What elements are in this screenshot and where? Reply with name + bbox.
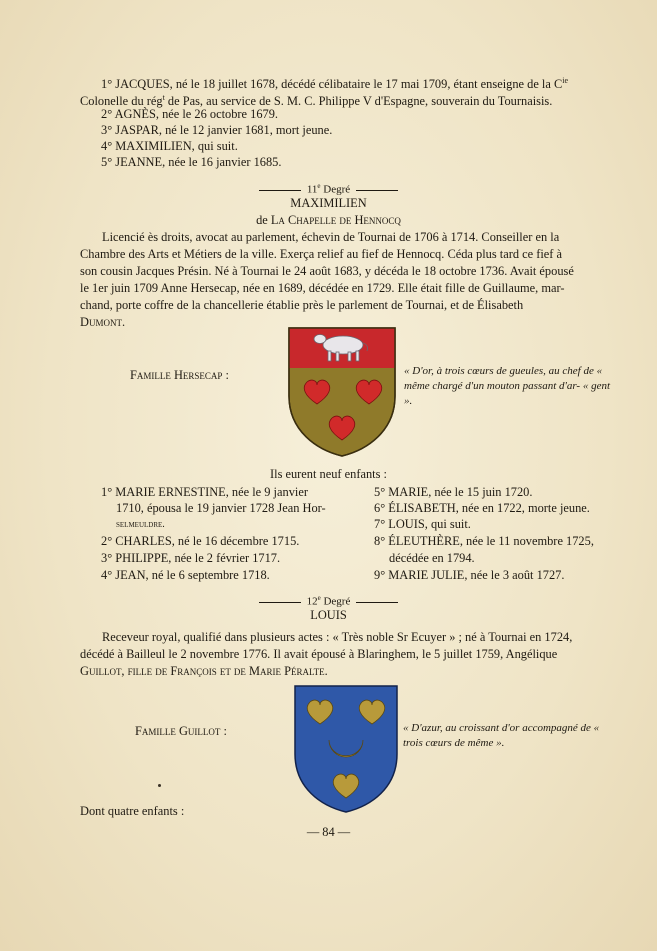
degree-heading-12: 12e Degré (0, 590, 657, 611)
footer-text: Dont quatre enfants : (80, 804, 185, 818)
child-item-cont: selmeuldre. (116, 519, 165, 530)
coat-of-arms-hersecap (287, 326, 397, 458)
list-item-jacques-line2: Colonelle du rég$^t$ de Pas, au service de S. M. C. Philippe V d'Espagne, souverain du Tournaisis. (80, 93, 553, 109)
child-item: 4° JEAN, né le 6 septembre 1718. (101, 568, 270, 582)
child-item-cont: décédée en 1794. (389, 551, 475, 565)
child-item: 7° LOUIS, qui suit. (374, 517, 471, 531)
paragraph-line: Guillot, fille de François et de Marie Péralte. (80, 664, 328, 678)
child-item: 2° CHARLES, né le 16 décembre 1715. (101, 534, 300, 548)
paragraph-line: Chambre des Arts et Métiers de la ville. Exerça relief au fief de Hennocq. Céda plus tard ce fief à (80, 247, 562, 261)
paragraph-line: Dumont. (80, 315, 126, 329)
paragraph-line: Receveur royal, qualifié dans plusieurs actes : « Très noble Sr Ecuyer » ; né à Tournai en 1724, (102, 630, 573, 644)
person-name-louis: LOUIS (310, 608, 347, 622)
family-label-hersecap: Famille Hersecap : (130, 368, 229, 382)
person-subtitle: de La Chapelle de Hennocq (256, 213, 401, 227)
list-item-maximilien: 4° MAXIMILIEN, qui suit. (101, 139, 238, 153)
child-item: 9° MARIE JULIE, née le 3 août 1727. (374, 568, 565, 582)
child-item: 6° ÉLISABETH, née en 1722, morte jeune. (374, 501, 590, 515)
blazon-hersecap: « D'or, à trois cœurs de gueules, au chef de « même chargé d'un mouton passant d'ar- « gent ». (404, 365, 611, 407)
child-item-cont: 1710, épousa le 19 janvier 1728 Jean Hor- (116, 501, 326, 515)
paragraph-line: chand, porte coffre de la chancellerie établie près le parlement de Tournai, et de Élisabeth (80, 298, 524, 312)
child-item: 3° PHILIPPE, née le 2 février 1717. (101, 551, 281, 565)
list-item-jaspar: 3° JASPAR, né le 12 janvier 1681, mort jeune. (101, 123, 333, 137)
page-number: — 84 — (306, 825, 351, 839)
family-label-guillot: Famille Guillot : (135, 724, 227, 738)
degree-heading-11: 11e Degré (0, 178, 657, 199)
ink-dot (158, 784, 161, 787)
paragraph-line: le 1er juin 1709 Anne Hersecap, née en 1689, décédée en 1729. Elle était fille de Guillaume, mar- (80, 281, 565, 295)
list-item-jacques-line1: 1° JACQUES, né le 18 juillet 1678, décédé célibataire le 17 mai 1709, étant enseigne de la $C^{ie}$ (101, 76, 569, 92)
paragraph-line: décédé à Bailleul le 2 novembre 1776. Il avait épousé à Blaringhem, le 5 juillet 1759, Angélique (80, 647, 558, 661)
child-item: 1° MARIE ERNESTINE, née le 9 janvier (101, 485, 308, 499)
person-name-maximilien: MAXIMILIEN (290, 196, 367, 210)
paragraph-line: Licencié ès droits, avocat au parlement, échevin de Tournai de 1706 à 1714. Conseiller en la (102, 230, 560, 244)
blazon-guillot: « D'azur, au croissant d'or accompagné de « trois cœurs de même ». (403, 722, 600, 749)
child-item: 5° MARIE, née le 15 juin 1720. (374, 485, 533, 499)
children-intro: Ils eurent neuf enfants : (270, 467, 387, 481)
paragraph-line: son cousin Jacques Présin. Né à Tournai le 24 août 1683, y décéda le 18 octobre 1736. Avait épousé (80, 264, 574, 278)
coat-of-arms-guillot (293, 684, 399, 814)
child-item: 8° ÉLEUTHÈRE, née le 11 novembre 1725, (374, 534, 594, 548)
list-item-jeanne: 5° JEANNE, née le 16 janvier 1685. (101, 155, 282, 169)
list-item-agnes: 2° AGNÈS, née le 26 octobre 1679. (101, 107, 279, 121)
